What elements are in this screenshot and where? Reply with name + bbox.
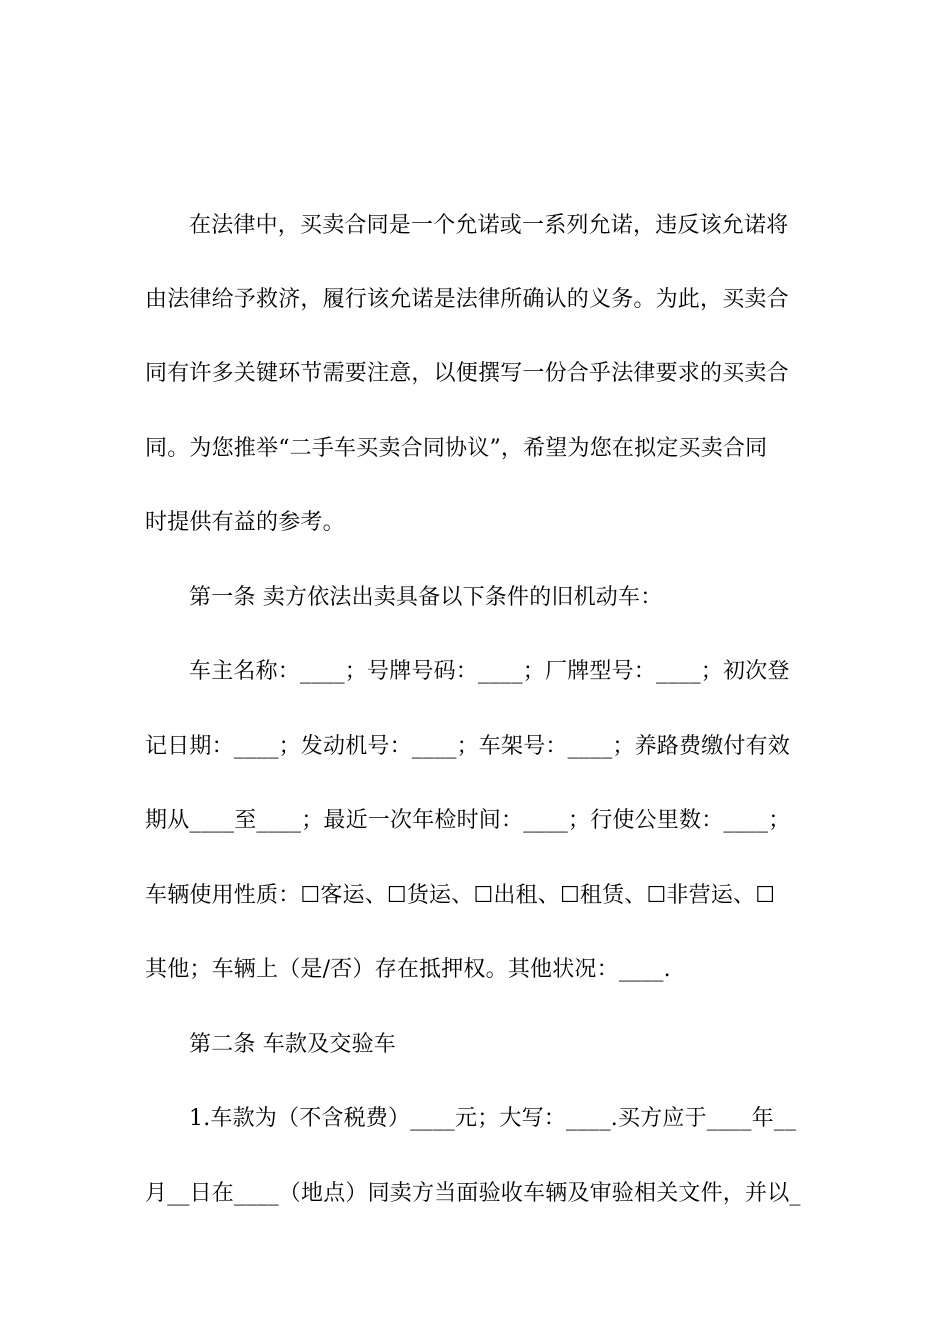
article-1-line-4: 车辆使用性质：☐客运、☐货运、☐出租、☐租赁、☐非营运、☐ [145,883,776,908]
article-1-line-5: 其他；车辆上（是/否）存在抵押权。其他状况：____. [145,957,671,982]
article-1-line-3: 期从____至____；最近一次年检时间：____；行使公里数：____； [145,808,791,833]
article-1-line-1: 车主名称：____；号牌号码：____；厂牌型号：____；初次登 [189,659,790,684]
paragraph-intro-line-4: 同。为您推举“二手车买卖合同协议”，希望为您在拟定买卖合同 [145,436,768,461]
paragraph-intro-line-1: 在法律中，买卖合同是一个允诺或一系列允诺，违反该允诺将 [189,213,789,238]
article-2-line-2: 月__日在____（地点）同卖方当面验收车辆及审验相关文件，并以_ [145,1181,801,1206]
paragraph-intro-line-5: 时提供有益的参考。 [145,510,345,535]
article-2-heading: 第二条 车款及交验车 [189,1032,396,1057]
article-2-line-1: 1.车款为（不含税费）____元；大写：____.买方应于____年__ [189,1106,797,1131]
article-1-line-2: 记日期：____；发动机号：____；车架号：____；养路费缴付有效 [145,734,791,759]
article-1-heading: 第一条 卖方依法出卖具备以下条件的旧机动车： [189,585,663,610]
paragraph-intro-line-2: 由法律给予救济，履行该允诺是法律所确认的义务。为此，买卖合 [145,287,789,312]
paragraph-intro-line-3: 同有许多关键环节需要注意，以便撰写一份合乎法律要求的买卖合 [145,361,789,386]
